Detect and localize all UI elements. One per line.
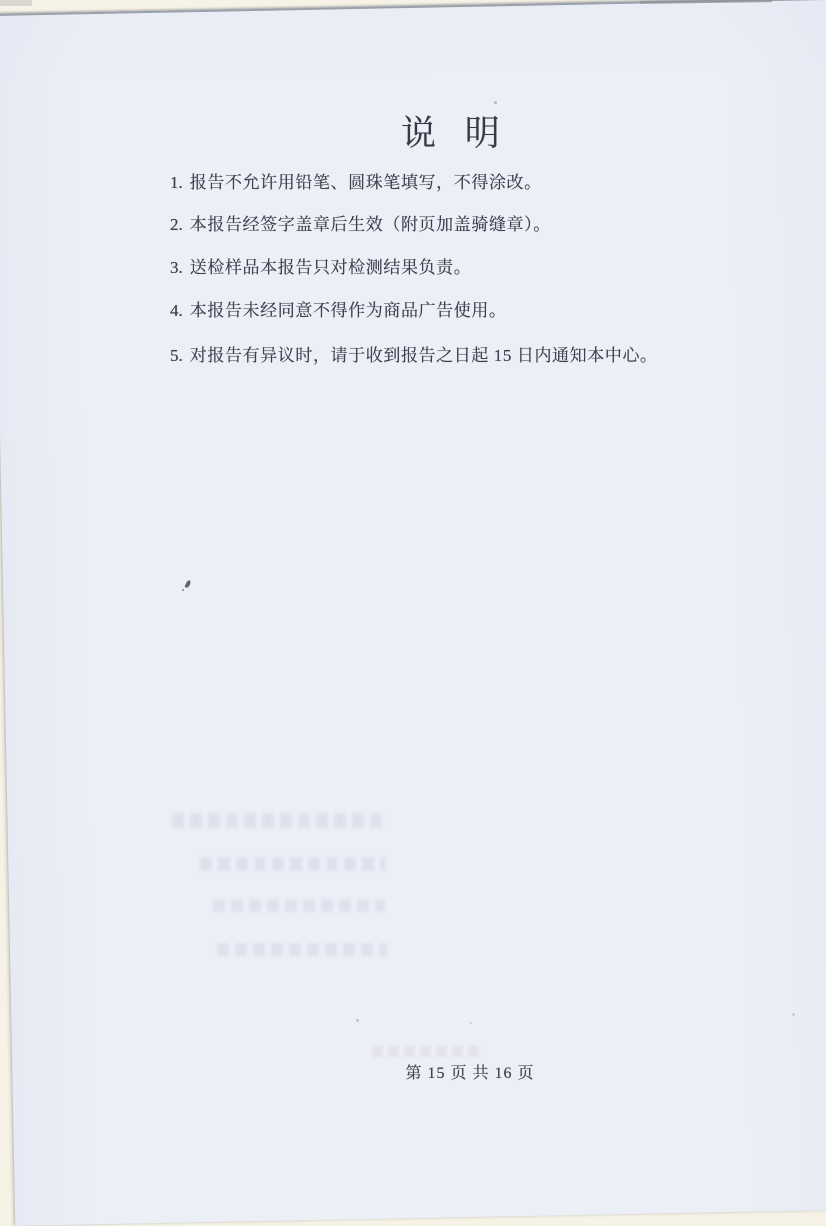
note-item-5 [170,344,658,368]
bleed-through-line [213,899,385,912]
note-text: 送检样品本报告只对检测结果负责。 [189,258,472,277]
note-item-3 [170,256,471,280]
bleed-through-line [217,943,387,956]
note-text: 报告不允许用铅笔、圆珠笔填写，不得涂改。 [189,173,542,192]
note-text: 本报告未经同意不得作为商品广告使用。 [189,301,507,320]
note-text: 对报告有异议时，请于收到报告之日起 15 日内通知本中心。 [189,346,658,365]
note-number: 4. [170,301,183,320]
note-item-4 [170,299,507,323]
note-number: 3. [170,258,183,277]
scan-speck [182,589,184,591]
bleed-through-line [172,813,384,828]
page-title: 说 明 [401,114,510,153]
page-footer: 第 15 页 共 16 页 [405,1065,535,1082]
note-text: 本报告经签字盖章后生效（附页加盖骑缝章）。 [189,215,551,234]
scan-speck [470,1022,472,1024]
note-number: 2. [170,215,183,234]
bleed-through-line [200,857,386,871]
scan-speck [494,101,497,104]
note-number: 1. [170,173,183,192]
scan-speck [356,1019,359,1022]
bleed-through-line [372,1046,478,1057]
note-number: 5. [170,346,183,365]
scan-speck [185,580,192,589]
note-item-2 [170,213,551,237]
note-item-1 [170,171,542,195]
scan-speck [792,1013,795,1016]
